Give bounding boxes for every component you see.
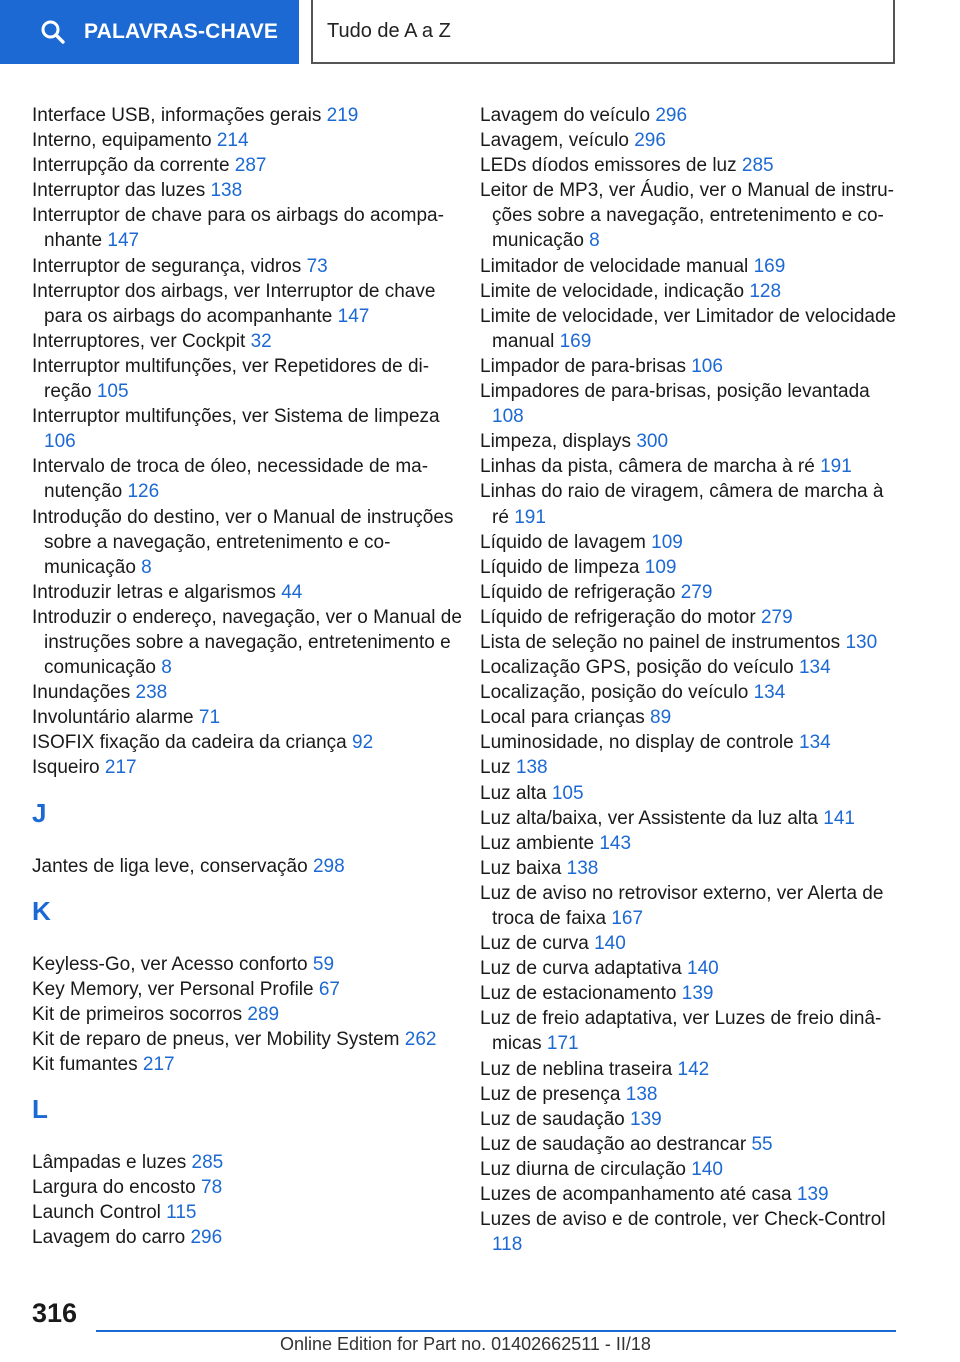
index-entry-text: Luz de curva adaptativa: [480, 958, 682, 980]
index-entry-text: Limpador de para-brisas: [480, 355, 686, 377]
index-page-link[interactable]: 134: [798, 657, 831, 679]
index-letter-heading: J: [32, 797, 47, 828]
index-entry: [480, 103, 900, 128]
index-page-link[interactable]: 138: [625, 1083, 658, 1105]
index-entry-text: Localização, posição do veículo: [480, 682, 749, 704]
index-entry-text: Luzes de aviso e de controle, ver Check-Control: [480, 1209, 886, 1231]
index-entry: [480, 304, 900, 354]
index-page-link[interactable]: 147: [107, 230, 140, 252]
index-page-link[interactable]: 285: [741, 155, 774, 177]
index-page-link[interactable]: 106: [691, 355, 723, 377]
index-entry-text: Luz alta: [480, 782, 547, 804]
index-entry: [32, 128, 462, 153]
index-entry: [480, 981, 900, 1006]
index-page-link[interactable]: 143: [599, 832, 632, 854]
index-entry-text: Key Memory, ver Personal Profile: [32, 978, 314, 1000]
index-entry: [32, 705, 462, 730]
index-page-link[interactable]: 139: [796, 1184, 829, 1206]
index-entry: [480, 931, 900, 956]
index-page-link[interactable]: 296: [190, 1227, 223, 1249]
index-entry-text: Limpadores de para-brisas, posição levantada: [480, 381, 870, 403]
index-entry: [480, 279, 900, 304]
index-entry-text: Lista de seleção no painel de instrumentos: [480, 631, 841, 653]
header: [0, 0, 960, 66]
index-entry-text: Luz de freio adaptativa, ver Luzes de freio dinâmicas: [480, 1008, 882, 1055]
index-entry-text: Interruptor multifunções, ver Repetidores de direção: [32, 355, 430, 403]
tab-a-to-z[interactable]: [311, 0, 895, 64]
index-entry-text: Luz alta/baixa, ver Assistente da luz alta: [480, 807, 818, 829]
index-entry: [32, 730, 462, 755]
index-page-link[interactable]: 105: [551, 782, 584, 804]
index-entry: [32, 580, 462, 605]
index-entry: [480, 755, 900, 780]
index-entry-text: Inundações: [32, 682, 131, 704]
index-entry: [480, 128, 900, 153]
index-page-link[interactable]: 287: [234, 155, 267, 177]
search-icon: [40, 19, 66, 45]
index-entry-text: Interruptor multifunções, ver Sistema de limpeza: [32, 406, 440, 428]
index-page-link[interactable]: 109: [644, 556, 677, 578]
index-entry-text: Jantes de liga leve, conservação: [32, 855, 308, 877]
index-entry-text: Interrupção da corrente: [32, 155, 230, 177]
index-entry: [32, 755, 462, 780]
index-entry: [480, 254, 900, 279]
index-entry-text: Interruptor de chave para os airbags do acompanhante: [32, 205, 444, 252]
index-page-link[interactable]: 67: [318, 978, 340, 1000]
index-page-link[interactable]: 8: [141, 556, 152, 578]
index-entry: [480, 178, 900, 253]
index-page-link[interactable]: 140: [691, 1158, 723, 1180]
index-entry-text: Keyless-Go, ver Acesso conforto: [32, 953, 308, 975]
index-entry: [32, 254, 462, 279]
index-entry: [480, 1057, 900, 1082]
index-entry-text: Interruptor dos airbags, ver Interruptor de chave para os airbags do acompanhante: [32, 280, 436, 327]
index-column-left: [32, 103, 462, 1250]
index-entry-text: Linhas do raio de viragem, câmera de marcha à ré: [480, 481, 884, 528]
index-entry: [32, 680, 462, 705]
index-page-link[interactable]: 142: [677, 1058, 710, 1080]
index-entry: [32, 1002, 462, 1027]
index-page-link[interactable]: 126: [127, 481, 160, 503]
index-entry: [32, 404, 462, 454]
index-page-link[interactable]: 32: [250, 330, 272, 352]
index-page-link[interactable]: 298: [312, 855, 345, 877]
index-entry-text: Largura do encosto: [32, 1177, 196, 1199]
index-page-link[interactable]: 167: [611, 908, 644, 929]
index-page-link[interactable]: 134: [799, 732, 831, 754]
index-entry: [480, 1207, 900, 1257]
index-page-link[interactable]: 296: [655, 105, 688, 126]
index-entry: [480, 630, 900, 655]
index-page-link[interactable]: 169: [753, 255, 786, 277]
page-number: 316: [32, 1298, 78, 1328]
index-entry: [32, 1200, 462, 1225]
keywords-button-label: PALAVRAS-CHAVE: [84, 20, 279, 43]
index-page-link[interactable]: 44: [281, 581, 303, 603]
index-entry: [32, 1225, 462, 1250]
index-entry-text: Launch Control: [32, 1202, 161, 1224]
index-page-link[interactable]: 279: [680, 581, 713, 603]
index-page-link[interactable]: 191: [514, 506, 546, 528]
index-page-link[interactable]: 92: [352, 732, 374, 754]
index-page-link[interactable]: 300: [636, 431, 669, 453]
index-entry: [480, 605, 900, 630]
index-page-link[interactable]: 171: [546, 1033, 579, 1055]
index-page-link[interactable]: 59: [312, 953, 335, 975]
index-entry: [480, 881, 900, 931]
index-entry-text: ISOFIX fixação da cadeira da criança: [32, 732, 347, 754]
index-entry-text: Líquido de limpeza: [480, 556, 640, 578]
index-entry: [32, 279, 462, 329]
index-entry-text: Kit fumantes: [32, 1054, 138, 1075]
index-entry: [32, 977, 462, 1002]
keywords-button[interactable]: [0, 0, 299, 64]
index-entry: [480, 580, 900, 605]
index-entry-text: Kit de primeiros socorros: [32, 1003, 243, 1025]
index-page-link[interactable]: 71: [198, 707, 221, 729]
index-page-link[interactable]: 289: [247, 1003, 280, 1025]
index-entry-text: Localização GPS, posição do veículo: [480, 657, 794, 679]
index-page-link[interactable]: 141: [823, 807, 855, 829]
index-entry: [32, 952, 462, 977]
index-entry: [32, 454, 462, 504]
index-page-link[interactable]: 138: [515, 757, 548, 779]
index-page-link[interactable]: 134: [753, 682, 786, 704]
index-entry-text: Introduzir letras e algarismos: [32, 581, 276, 603]
index-entry: [480, 555, 900, 580]
index-page-link[interactable]: 78: [201, 1177, 223, 1199]
index-entry-text: Introdução do destino, ver o Manual de instruções sobre a navegação, entretenimento e comunicação: [32, 506, 454, 578]
index-entry-text: Involuntário alarme: [32, 707, 194, 729]
index-page-link[interactable]: 106: [44, 431, 76, 453]
index-page-link[interactable]: 139: [630, 1108, 662, 1130]
index-entry: [480, 856, 900, 881]
index-page-link[interactable]: 8: [589, 230, 600, 252]
index-entry: [480, 1006, 900, 1056]
index-page-link[interactable]: 55: [751, 1133, 773, 1155]
index-entry: [32, 153, 462, 178]
index-entry: [480, 379, 900, 429]
index-entry: [480, 680, 900, 705]
index-entry: [480, 831, 900, 856]
index-entry: [32, 354, 462, 404]
tab-a-to-z-label: Tudo de A a Z: [327, 19, 451, 42]
index-letter-heading: K: [32, 895, 51, 926]
index-entry: [480, 781, 900, 806]
index-entry: [32, 854, 462, 879]
index-entry: [480, 354, 900, 379]
index-entry: [480, 1182, 900, 1207]
index-entry: [480, 956, 900, 981]
index-entry-text: Luz de presença: [480, 1083, 621, 1105]
index-page-link[interactable]: 108: [492, 406, 524, 428]
index-entry-text: Líquido de refrigeração do motor: [480, 606, 756, 628]
index-letter-heading: L: [32, 1094, 48, 1125]
index-entry: [32, 505, 462, 580]
index-entry: [32, 605, 462, 680]
index-entry-text: Luz de saudação ao destrancar: [480, 1133, 747, 1155]
index-page-link[interactable]: 214: [216, 130, 249, 152]
index-entry: [480, 705, 900, 730]
index-page-link[interactable]: 128: [749, 280, 782, 302]
index-entry-text: Limitador de velocidade manual: [480, 255, 749, 277]
index-entry: [480, 806, 900, 831]
index-page-link[interactable]: 130: [845, 631, 878, 653]
index-entry: [480, 1132, 900, 1157]
index-entry-text: Lavagem, veículo: [480, 130, 629, 152]
index-entry: [32, 1027, 462, 1052]
index-entry-text: Kit de reparo de pneus, ver Mobility System: [32, 1028, 400, 1050]
index-page-link[interactable]: 138: [566, 857, 599, 879]
index-entry-text: Local para crianças: [480, 707, 645, 729]
index-page-link[interactable]: 238: [135, 682, 168, 704]
index-entry-text: Interruptores, ver Cockpit: [32, 330, 246, 352]
index-entry-text: Interno, equipamento: [32, 130, 212, 152]
index-entry: [32, 329, 462, 354]
index-entry: [32, 1150, 462, 1175]
index-page-link[interactable]: 262: [404, 1028, 437, 1050]
index-page-link[interactable]: 140: [594, 933, 626, 955]
index-entry: [32, 1052, 462, 1077]
index-page-link[interactable]: 139: [681, 983, 714, 1005]
index-entry-text: Luz de neblina traseira: [480, 1058, 673, 1080]
index-page-link[interactable]: 8: [161, 657, 172, 679]
index-page-link[interactable]: 217: [142, 1054, 175, 1075]
index-page-link[interactable]: 73: [306, 255, 328, 277]
index-entry-text: Luz ambiente: [480, 832, 595, 854]
index-entry: [32, 103, 462, 128]
index-page-link[interactable]: 109: [651, 531, 683, 553]
index-entry-text: Isqueiro: [32, 757, 100, 779]
footer-edition-text: Online Edition for Part no. 01402662511 - II/18: [280, 1334, 651, 1354]
index-entry-text: Interruptor de segurança, vidros: [32, 255, 302, 277]
index-page-link[interactable]: 279: [760, 606, 793, 628]
index-page-link[interactable]: 169: [559, 330, 592, 352]
index-entry-text: Lâmpadas e luzes: [32, 1152, 187, 1174]
index-page-link[interactable]: 217: [104, 757, 137, 779]
index-entry-text: Luz de estacionamento: [480, 983, 677, 1005]
index-page-link[interactable]: 138: [210, 180, 243, 202]
index-entry-text: Intervalo de troca de óleo, necessidade de manutenção: [32, 456, 429, 503]
index-entry-text: Limite de velocidade, indicação: [480, 280, 745, 302]
index-entry: [480, 479, 900, 529]
index-entry-text: Luzes de acompanhamento até casa: [480, 1184, 792, 1206]
index-page-link[interactable]: 105: [96, 381, 129, 403]
index-entry-text: Luz diurna de circulação: [480, 1158, 686, 1180]
index-page-link[interactable]: 285: [191, 1152, 224, 1174]
index-page-link[interactable]: 118: [492, 1234, 523, 1256]
index-entry-text: Interface USB, informações gerais: [32, 105, 322, 126]
index-entry-text: Limpeza, displays: [480, 431, 632, 453]
index-entry: [480, 429, 900, 454]
index-page-link[interactable]: 140: [687, 958, 719, 980]
index-entry: [32, 178, 462, 203]
footer-divider: [96, 1330, 896, 1332]
index-entry: [32, 203, 462, 253]
index-entry-text: Interruptor das luzes: [32, 180, 206, 202]
index-entry-text: Líquido de lavagem: [480, 531, 646, 553]
index-page-link[interactable]: 191: [820, 456, 852, 478]
index-entry-text: Luz baixa: [480, 857, 562, 879]
index-column-right: [480, 103, 900, 1257]
index-entry: [480, 454, 900, 479]
index-entry-text: Luz de saudação: [480, 1108, 625, 1130]
index-entry-text: Luz de curva: [480, 933, 589, 955]
index-entry-text: Limite de velocidade, ver Limitador de velocidade manual: [480, 305, 897, 352]
index-entry-text: Leitor de MP3, ver Áudio, ver o Manual de instruções sobre a navegação, entretenimento e comunicação: [480, 180, 894, 252]
index-entry: [480, 1157, 900, 1182]
index-entry-text: Introduzir o endereço, navegação, ver o Manual de instruções sobre a navegação, entretenimento e comunicação: [32, 606, 462, 679]
index-entry-text: Lavagem do veículo: [480, 105, 651, 126]
index-entry-text: Linhas da pista, câmera de marcha à ré: [480, 456, 815, 478]
index-entry-text: Luminosidade, no display de controle: [480, 732, 794, 754]
index-entry: [480, 1082, 900, 1107]
index-page-link[interactable]: 147: [337, 305, 370, 327]
index-page-link[interactable]: 89: [650, 707, 672, 729]
index-page-link[interactable]: 219: [326, 105, 359, 126]
index-entry: [480, 153, 900, 178]
index-entry-text: Luz: [480, 757, 511, 779]
index-entry: [480, 655, 900, 680]
index-page-link[interactable]: 296: [634, 130, 666, 152]
index-page-link[interactable]: 115: [166, 1202, 197, 1224]
index-entry: [32, 1175, 462, 1200]
index-entry: [480, 1107, 900, 1132]
index-entry-text: Líquido de refrigeração: [480, 581, 676, 603]
index-entry-text: Lavagem do carro: [32, 1227, 186, 1249]
index-entry-text: LEDs díodos emissores de luz: [480, 155, 737, 177]
index-entry: [480, 530, 900, 555]
index-entry-text: Luz de aviso no retrovisor externo, ver Alerta de troca de faixa: [480, 882, 884, 929]
index-entry: [480, 730, 900, 755]
